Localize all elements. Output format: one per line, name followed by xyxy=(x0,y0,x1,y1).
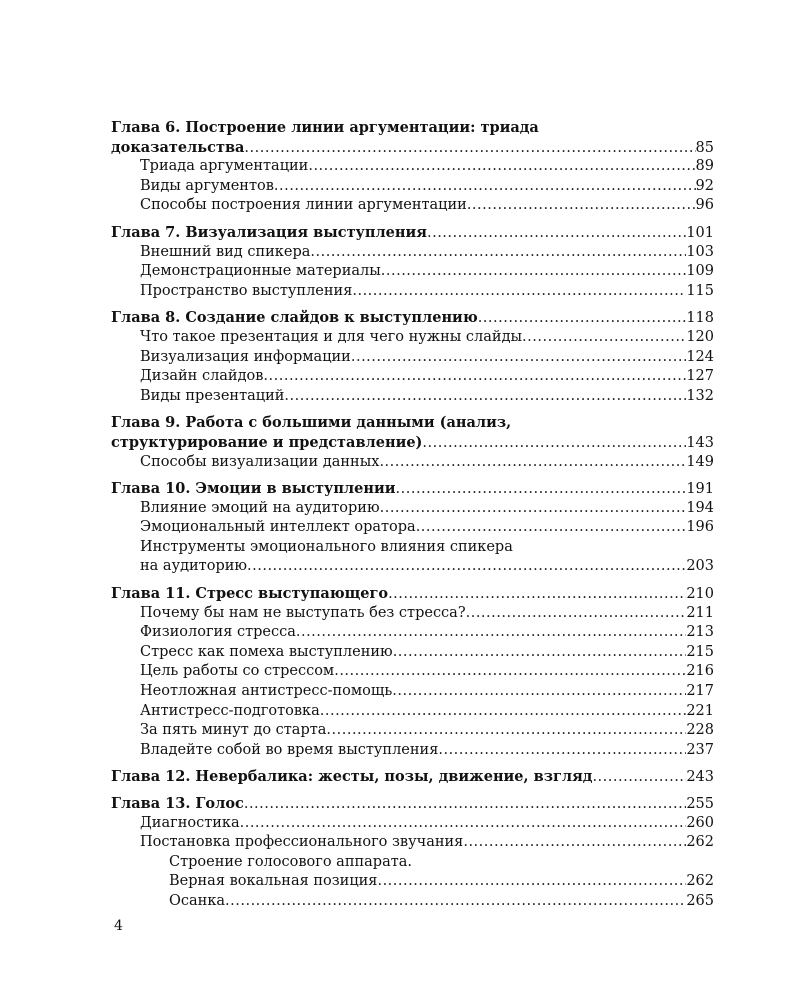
toc-chapter-11[interactable]: Глава 11. Стресс выступающего ..... 210 xyxy=(111,584,714,604)
leader-dots xyxy=(522,328,686,348)
toc-entry[interactable]: Цель работы со стрессом ..... 216 xyxy=(111,662,714,682)
toc-entry[interactable]: Внешний вид спикера ..... 103 xyxy=(111,243,714,263)
leader-dots xyxy=(381,262,687,282)
toc-entry[interactable]: Пространство выступления ..... 115 xyxy=(111,282,714,302)
leader-dots xyxy=(427,224,686,244)
leader-dots xyxy=(466,604,687,624)
leader-dots xyxy=(334,662,686,682)
toc-entry[interactable]: Способы визуализации данных ..... 149 xyxy=(111,453,714,473)
leader-dots xyxy=(388,585,686,605)
leader-dots xyxy=(393,643,687,663)
leader-dots xyxy=(320,702,687,722)
toc-chapter-6-line1[interactable]: Глава 6. Построение линии аргументации: триада xyxy=(111,119,539,136)
toc-chapter-13[interactable]: Глава 13. Голос ..... 255 xyxy=(111,794,714,814)
leader-dots xyxy=(380,499,687,519)
toc-chapter-9-line1[interactable]: Глава 9. Работа с большими данными (анализ, xyxy=(111,414,512,432)
leader-dots xyxy=(263,367,686,387)
leader-dots xyxy=(396,480,687,500)
leader-dots xyxy=(467,196,696,216)
leader-dots xyxy=(463,833,686,853)
page-number: 4 xyxy=(114,918,123,934)
leader-dots xyxy=(422,434,686,454)
toc-entry[interactable]: Постановка профессионального звучания ..... 262 xyxy=(111,833,714,853)
toc-entry[interactable]: Эмоциональный интеллект оратора ..... 196 xyxy=(111,518,714,538)
leader-dots xyxy=(351,348,686,368)
toc-entry[interactable]: Почему бы нам не выступать без стресса? ..... 211 xyxy=(111,604,714,624)
toc-chapter-10[interactable]: Глава 10. Эмоции в выступлении ..... 191 xyxy=(111,479,714,499)
leader-dots xyxy=(379,453,686,473)
toc-entry[interactable]: Владейте собой во время выступления ..... 237 xyxy=(111,741,714,761)
toc-entry[interactable]: Виды аргументов ..... 92 xyxy=(111,177,714,197)
leader-dots xyxy=(247,557,686,577)
toc-chapter-12[interactable]: Глава 12. Невербалика: жесты, позы, движение, взгляд ..... 243 xyxy=(111,767,714,787)
leader-dots xyxy=(352,282,686,302)
toc-chapter-9-line2[interactable]: структурирование и представление) ..... 143 xyxy=(111,433,714,453)
toc-entry[interactable]: Дизайн слайдов ..... 127 xyxy=(111,367,714,387)
leader-dots xyxy=(592,768,686,788)
toc-entry[interactable]: Влияние эмоций на аудиторию ..... 194 xyxy=(111,499,714,519)
toc-entry[interactable]: Что такое презентация и для чего нужны слайды ..... 120 xyxy=(111,328,714,348)
leader-dots xyxy=(296,623,686,643)
toc-entry[interactable]: Визуализация информации ..... 124 xyxy=(111,348,714,368)
toc-entry-multiline-2[interactable]: на аудиторию ..... 203 xyxy=(111,557,714,577)
toc-entry-multiline-1[interactable]: Инструменты эмоционального влияния спикера xyxy=(140,538,513,555)
toc-entry[interactable]: За пять минут до старта ..... 228 xyxy=(111,721,714,741)
toc-entry[interactable]: Антистресс-подготовка ..... 221 xyxy=(111,702,714,722)
toc-subheading[interactable]: Строение голосового аппарата. xyxy=(169,853,412,870)
leader-dots xyxy=(310,243,686,263)
leader-dots xyxy=(244,795,686,815)
leader-dots xyxy=(438,741,686,761)
toc-entry[interactable]: Стресс как помеха выступлению ..... 215 xyxy=(111,643,714,663)
toc-entry[interactable]: Виды презентаций ..... 132 xyxy=(111,387,714,407)
leader-dots xyxy=(326,721,686,741)
toc-entry[interactable]: Физиология стресса ..... 213 xyxy=(111,623,714,643)
toc-chapter-6-line2[interactable]: доказательства ..... 85 xyxy=(111,138,714,158)
toc-chapter-7[interactable]: Глава 7. Визуализация выступления ..... 101 xyxy=(111,223,714,243)
leader-dots xyxy=(240,814,687,834)
toc-chapter-8[interactable]: Глава 8. Создание слайдов к выступлению ..... 118 xyxy=(111,308,714,328)
table-of-contents xyxy=(111,118,714,912)
toc-entry[interactable]: Демонстрационные материалы ..... 109 xyxy=(111,262,714,282)
leader-dots xyxy=(225,892,686,912)
toc-subentry[interactable]: Осанка ..... 265 xyxy=(111,892,714,912)
leader-dots xyxy=(284,387,686,407)
leader-dots xyxy=(274,177,696,197)
toc-entry[interactable]: Неотложная антистресс-помощь ..... 217 xyxy=(111,682,714,702)
leader-dots xyxy=(308,157,695,177)
leader-dots xyxy=(392,682,686,702)
toc-entry[interactable]: Триада аргументации ..... 89 xyxy=(111,157,714,177)
leader-dots xyxy=(244,139,695,159)
toc-subentry[interactable]: Верная вокальная позиция ..... 262 xyxy=(111,872,714,892)
leader-dots xyxy=(416,518,687,538)
toc-entry[interactable]: Диагностика ..... 260 xyxy=(111,814,714,834)
toc-entry[interactable]: Способы построения линии аргументации ..... 96 xyxy=(111,196,714,216)
leader-dots xyxy=(478,309,687,329)
leader-dots xyxy=(377,872,686,892)
